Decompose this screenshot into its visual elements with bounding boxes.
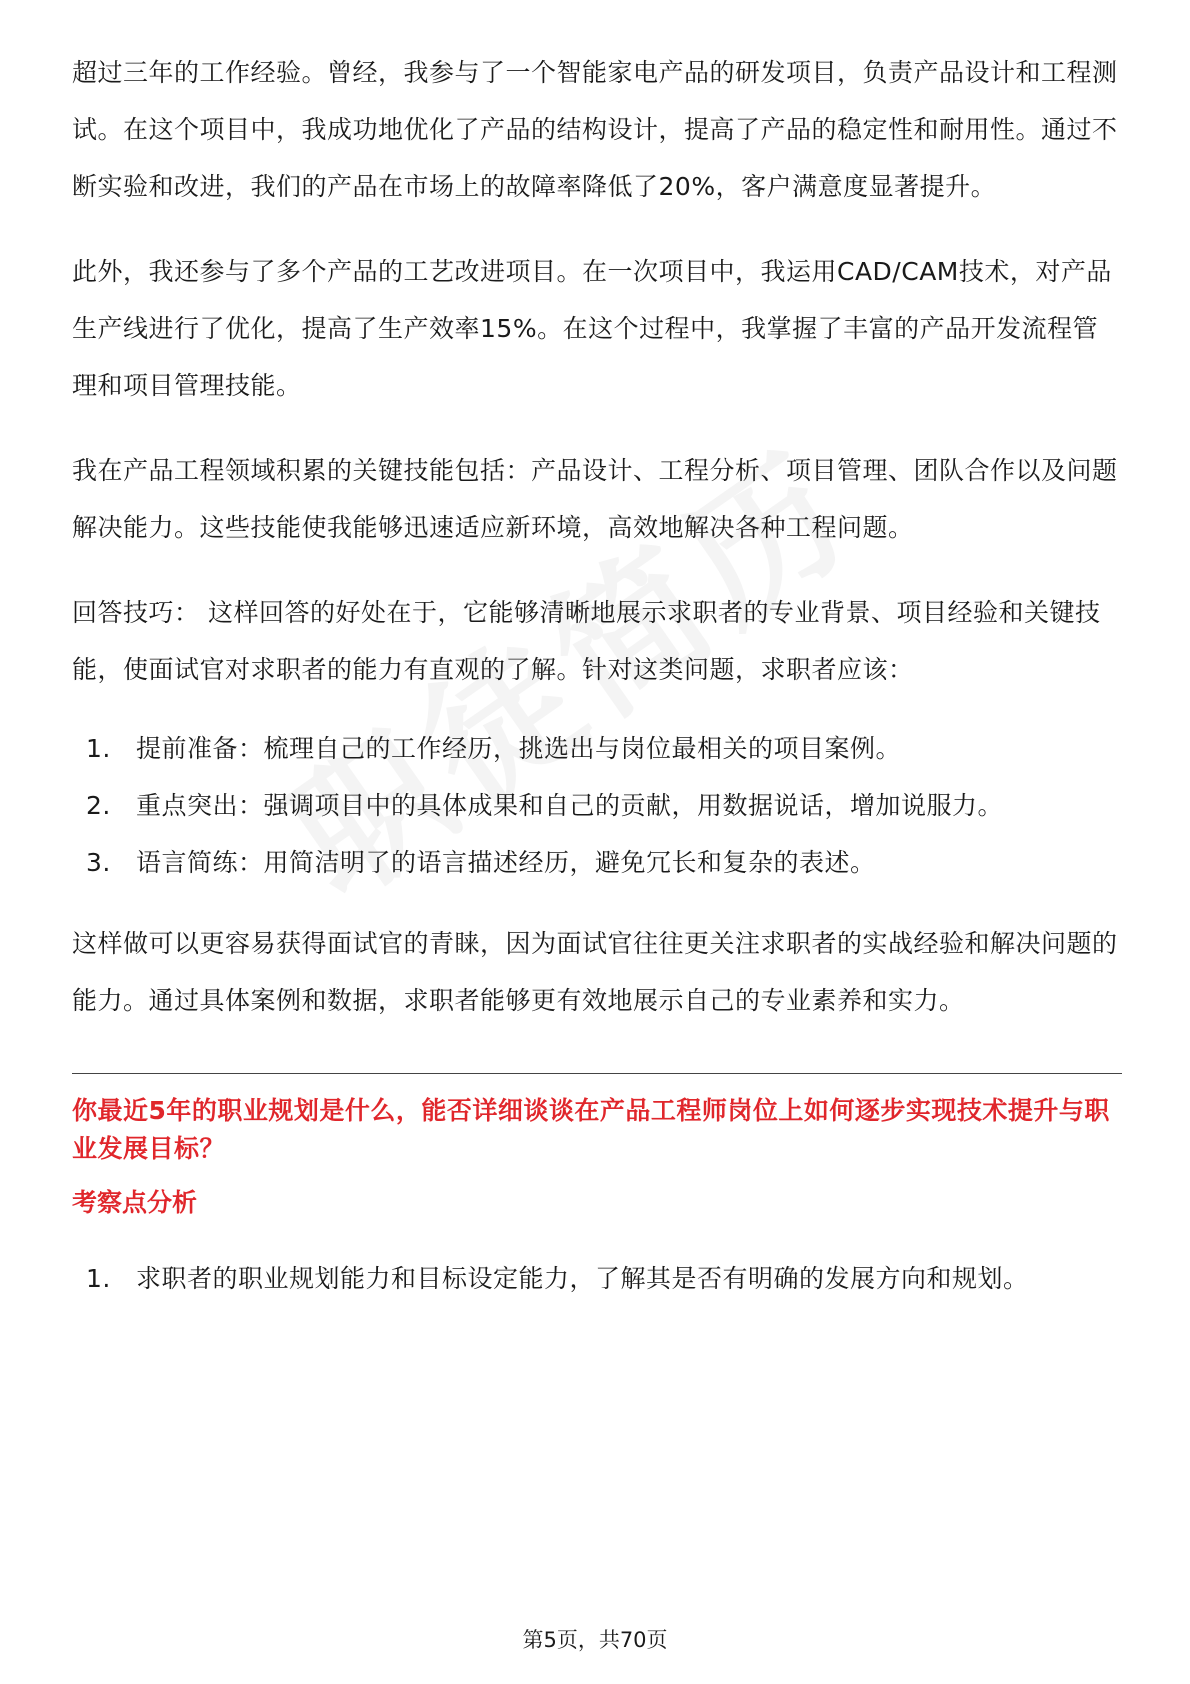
analysis-title: 考察点分析 xyxy=(72,1188,198,1217)
list-number: 1. xyxy=(86,1264,111,1293)
tips-list xyxy=(72,720,1122,891)
section-divider xyxy=(72,1073,1122,1074)
list-number: 1. xyxy=(86,734,111,763)
list-item xyxy=(72,720,1122,777)
list-item xyxy=(72,777,1122,834)
list-text: 求职者的职业规划能力和目标设定能力，了解其是否有明确的发展方向和规划。 xyxy=(136,1264,1029,1293)
analysis-list xyxy=(72,1250,1122,1307)
list-text: 重点突出：强调项目中的具体成果和自己的贡献，用数据说话，增加说服力。 xyxy=(136,791,1004,820)
list-item xyxy=(72,1250,1122,1307)
paragraph-key-skills: 我在产品工程领域积累的关键技能包括：产品设计、工程分析、项目管理、团队合作以及问题解决能力。这些技能使我能够迅速适应新环境，高效地解决各种工程问题。 xyxy=(72,456,1118,542)
page-footer: 第5页，共70页 xyxy=(522,1628,668,1652)
list-item xyxy=(72,834,1122,891)
paragraph-process-improvement: 此外，我还参与了多个产品的工艺改进项目。在一次项目中，我运用CAD/CAM技术，对产品生产线进行了优化，提高了生产效率15%。在这个过程中，我掌握了丰富的产品开发流程管理和项目管理技能。 xyxy=(72,257,1112,400)
question-heading: 你最近5年的职业规划是什么，能否详细谈谈在产品工程师岗位上如何逐步实现技术提升与职业发展目标？ xyxy=(72,1096,1110,1163)
list-number: 2. xyxy=(86,791,111,820)
paragraph-closing: 这样做可以更容易获得面试官的青睐，因为面试官往往更关注求职者的实战经验和解决问题的能力。通过具体案例和数据，求职者能够更有效地展示自己的专业素养和实力。 xyxy=(72,929,1118,1015)
paragraph-answer-tips: 回答技巧： 这样回答的好处在于，它能够清晰地展示求职者的专业背景、项目经验和关键技能，使面试官对求职者的能力有直观的了解。针对这类问题，求职者应该： xyxy=(72,598,1101,684)
list-text: 语言简练：用简洁明了的语言描述经历，避免冗长和复杂的表述。 xyxy=(136,848,876,877)
page-content xyxy=(72,44,1122,1307)
list-text: 提前准备：梳理自己的工作经历，挑选出与岗位最相关的项目案例。 xyxy=(136,734,902,763)
list-number: 3. xyxy=(86,848,111,877)
paragraph-experience: 超过三年的工作经验。曾经，我参与了一个智能家电产品的研发项目，负责产品设计和工程测试。在这个项目中，我成功地优化了产品的结构设计，提高了产品的稳定性和耐用性。通过不断实验和改进，我们的产品在市场上的故障率降低了20%，客户满意度显著提升。 xyxy=(72,58,1118,201)
